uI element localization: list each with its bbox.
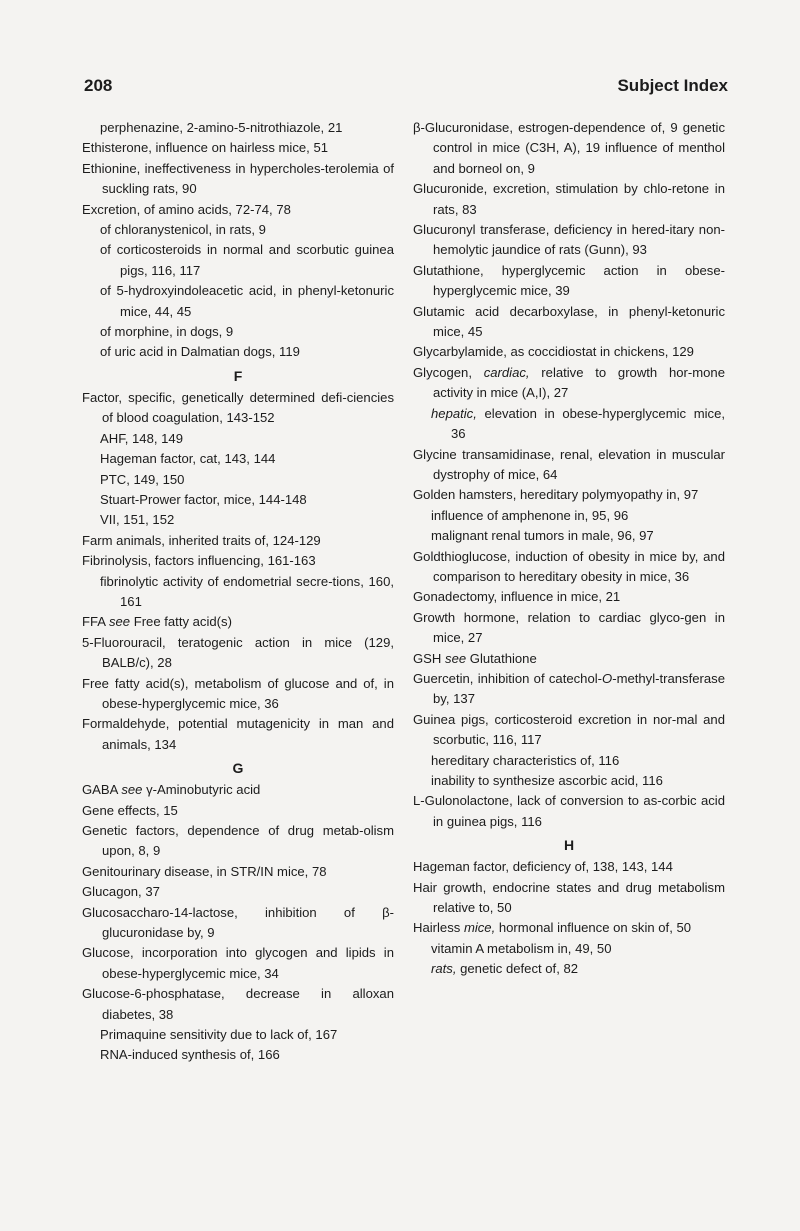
index-subentry: inability to synthesize ascorbic acid, 116 — [431, 773, 663, 788]
index-entry: Hageman factor, deficiency of, 138, 143, 144 — [413, 859, 673, 875]
index-entry: Farm animals, inherited traits of, 124-129 — [82, 532, 321, 548]
index-entry: Guinea pigs, corticosteroid excretion in nor-mal and scorbutic, 116, 117 — [413, 711, 725, 748]
index-subentry: hereditary characteristics of, 116 — [431, 752, 620, 768]
italic-term: mice, — [463, 920, 496, 936]
index-entry: Glycarbylamide, as coccidiostat in chickens, 129 — [413, 344, 694, 360]
index-subentry: fibrinolytic activity of endometrial secre-tions, 160, 161 — [100, 573, 394, 609]
index-entry: Fibrinolysis, factors influencing, 161-163 — [82, 553, 316, 569]
index-entry: Glutamic acid decarboxylase, in phenyl-ketonuric mice, 45 — [413, 303, 725, 340]
index-entry: Factor, specific, genetically determined defi-ciencies of blood coagulation, 143-152 — [82, 389, 394, 426]
index-entry: Genetic factors, dependence of drug metab-olism upon, 8, 9 — [82, 823, 394, 859]
index-entry: Excretion, of amino acids, 72-74, 78 — [82, 201, 291, 217]
index-entry: Hair growth, endocrine states and drug metabolism relative to, 50 — [413, 879, 725, 916]
index-entry: Glutathione, hyperglycemic action in obese-hyperglycemic mice, 39 — [413, 262, 725, 299]
index-entry: Free fatty acid(s), metabolism of glucose and of, in obese-hyperglycemic mice, 36 — [82, 675, 394, 711]
section-letter: F — [233, 367, 243, 384]
index-entry: Glucosaccharo-14-lactose, inhibition of β-glucuronidase by, 9 — [82, 904, 394, 941]
index-subentry: of chloranystenicol, in rats, 9 — [100, 222, 266, 238]
page-number: 208 — [84, 76, 113, 95]
index-subentry: of morphine, in dogs, 9 — [100, 324, 234, 340]
page-title: Subject Index — [617, 76, 728, 95]
italic-term: rats, — [431, 961, 457, 977]
index-entry: Growth hormone, relation to cardiac glyco-gen in mice, 27 — [413, 609, 725, 646]
index-entry: L-Gulonolactone, lack of conversion to as-corbic acid in guinea pigs, 116 — [413, 793, 725, 829]
index-entry: Gonadectomy, influence in mice, 21 — [413, 589, 621, 605]
index-entry: Glucuronyl transferase, deficiency in hered-itary non-hemolytic jaundice of rats (Gunn), 93 — [413, 222, 725, 258]
index-subentry: of uric acid in Dalmatian dogs, 119 — [100, 344, 300, 360]
index-entry: Hairless mice, hormonal influence on skin of, 50 — [413, 920, 692, 936]
index-subentry: RNA-induced synthesis of, 166 — [100, 1047, 280, 1063]
index-subentry: hepatic, elevation in obese-hyperglycemic mice, 36 — [431, 405, 725, 442]
italic-term: O — [602, 670, 613, 686]
index-entry: GABA see γ-Aminobutyric acid — [82, 782, 261, 798]
section-letter: H — [563, 837, 575, 854]
index-entry: GSH see Glutathione — [413, 650, 537, 666]
index-entry: Goldthioglucose, induction of obesity in mice by, and comparison to hereditary obesity in mice, 36 — [413, 548, 725, 584]
index-subentry: VII, 151, 152 — [100, 512, 175, 528]
index-column-right — [413, 118, 725, 980]
index-column-left — [82, 118, 394, 1066]
index-subentry: vitamin A metabolism in, 49, 50 — [431, 940, 612, 956]
index-entry: Glucose-6-phosphatase, decrease in alloxan diabetes, 38 — [82, 986, 394, 1022]
index-entry: Gene effects, 15 — [82, 802, 178, 818]
index-subentry: Primaquine sensitivity due to lack of, 167 — [100, 1027, 338, 1043]
index-entry: Formaldehyde, potential mutagenicity in man and animals, 134 — [82, 716, 394, 752]
italic-term: see — [121, 782, 143, 798]
index-entry: FFA see Free fatty acid(s) — [82, 614, 232, 630]
index-entry: Glucagon, 37 — [82, 884, 160, 900]
index-subentry: Hageman factor, cat, 143, 144 — [100, 451, 276, 467]
index-entry: Guercetin, inhibition of catechol-O-methyl-transferase by, 137 — [413, 670, 725, 707]
index-entry: Glycogen, cardiac, relative to growth hor-mone activity in mice (A,I), 27 — [413, 364, 725, 401]
index-subentry: perphenazine, 2-amino-5-nitrothiazole, 21 — [100, 120, 343, 135]
index-subentry: of 5-hydroxyindoleacetic acid, in phenyl-ketonuric mice, 44, 45 — [100, 283, 394, 319]
italic-term: see — [108, 614, 131, 630]
index-subentry: Stuart-Prower factor, mice, 144-148 — [100, 491, 307, 507]
index-subentry: rats, genetic defect of, 82 — [431, 961, 579, 977]
index-entry: β-Glucuronidase, estrogen-dependence of, 9 genetic control in mice (C3H, A), 19 influence of menthol and borneol on, 9 — [413, 120, 725, 176]
index-entry: Ethionine, ineffectiveness in hypercholes-terolemia of suckling rats, 90 — [82, 160, 394, 197]
index-entry: Golden hamsters, hereditary polymyopathy in, 97 — [413, 487, 699, 503]
index-entry: Glycine transamidinase, renal, elevation in muscular dystrophy of mice, 64 — [413, 446, 725, 482]
section-letter: G — [232, 760, 244, 777]
index-subentry: influence of amphenone in, 95, 96 — [431, 507, 629, 523]
index-subentry: malignant renal tumors in male, 96, 97 — [431, 528, 654, 544]
index-entry: Ethisterone, influence on hairless mice, 51 — [82, 140, 329, 156]
index-entry: Genitourinary disease, in STR/IN mice, 78 — [82, 863, 327, 879]
index-subentry: AHF, 148, 149 — [100, 430, 183, 446]
italic-term: see — [445, 650, 467, 666]
index-entry: Glucose, incorporation into glycogen and lipids in obese-hyperglycemic mice, 34 — [82, 945, 394, 981]
index-entry: 5-Fluorouracil, teratogenic action in mice (129, BALB/c), 28 — [82, 634, 394, 671]
index-subentry: of corticosteroids in normal and scorbutic guinea pigs, 116, 117 — [100, 242, 394, 278]
italic-term: cardiac, — [483, 364, 530, 380]
index-subentry: PTC, 149, 150 — [100, 471, 185, 487]
italic-term: hepatic, — [431, 405, 477, 421]
index-entry: Glucuronide, excretion, stimulation by chlo-retone in rats, 83 — [413, 181, 725, 217]
